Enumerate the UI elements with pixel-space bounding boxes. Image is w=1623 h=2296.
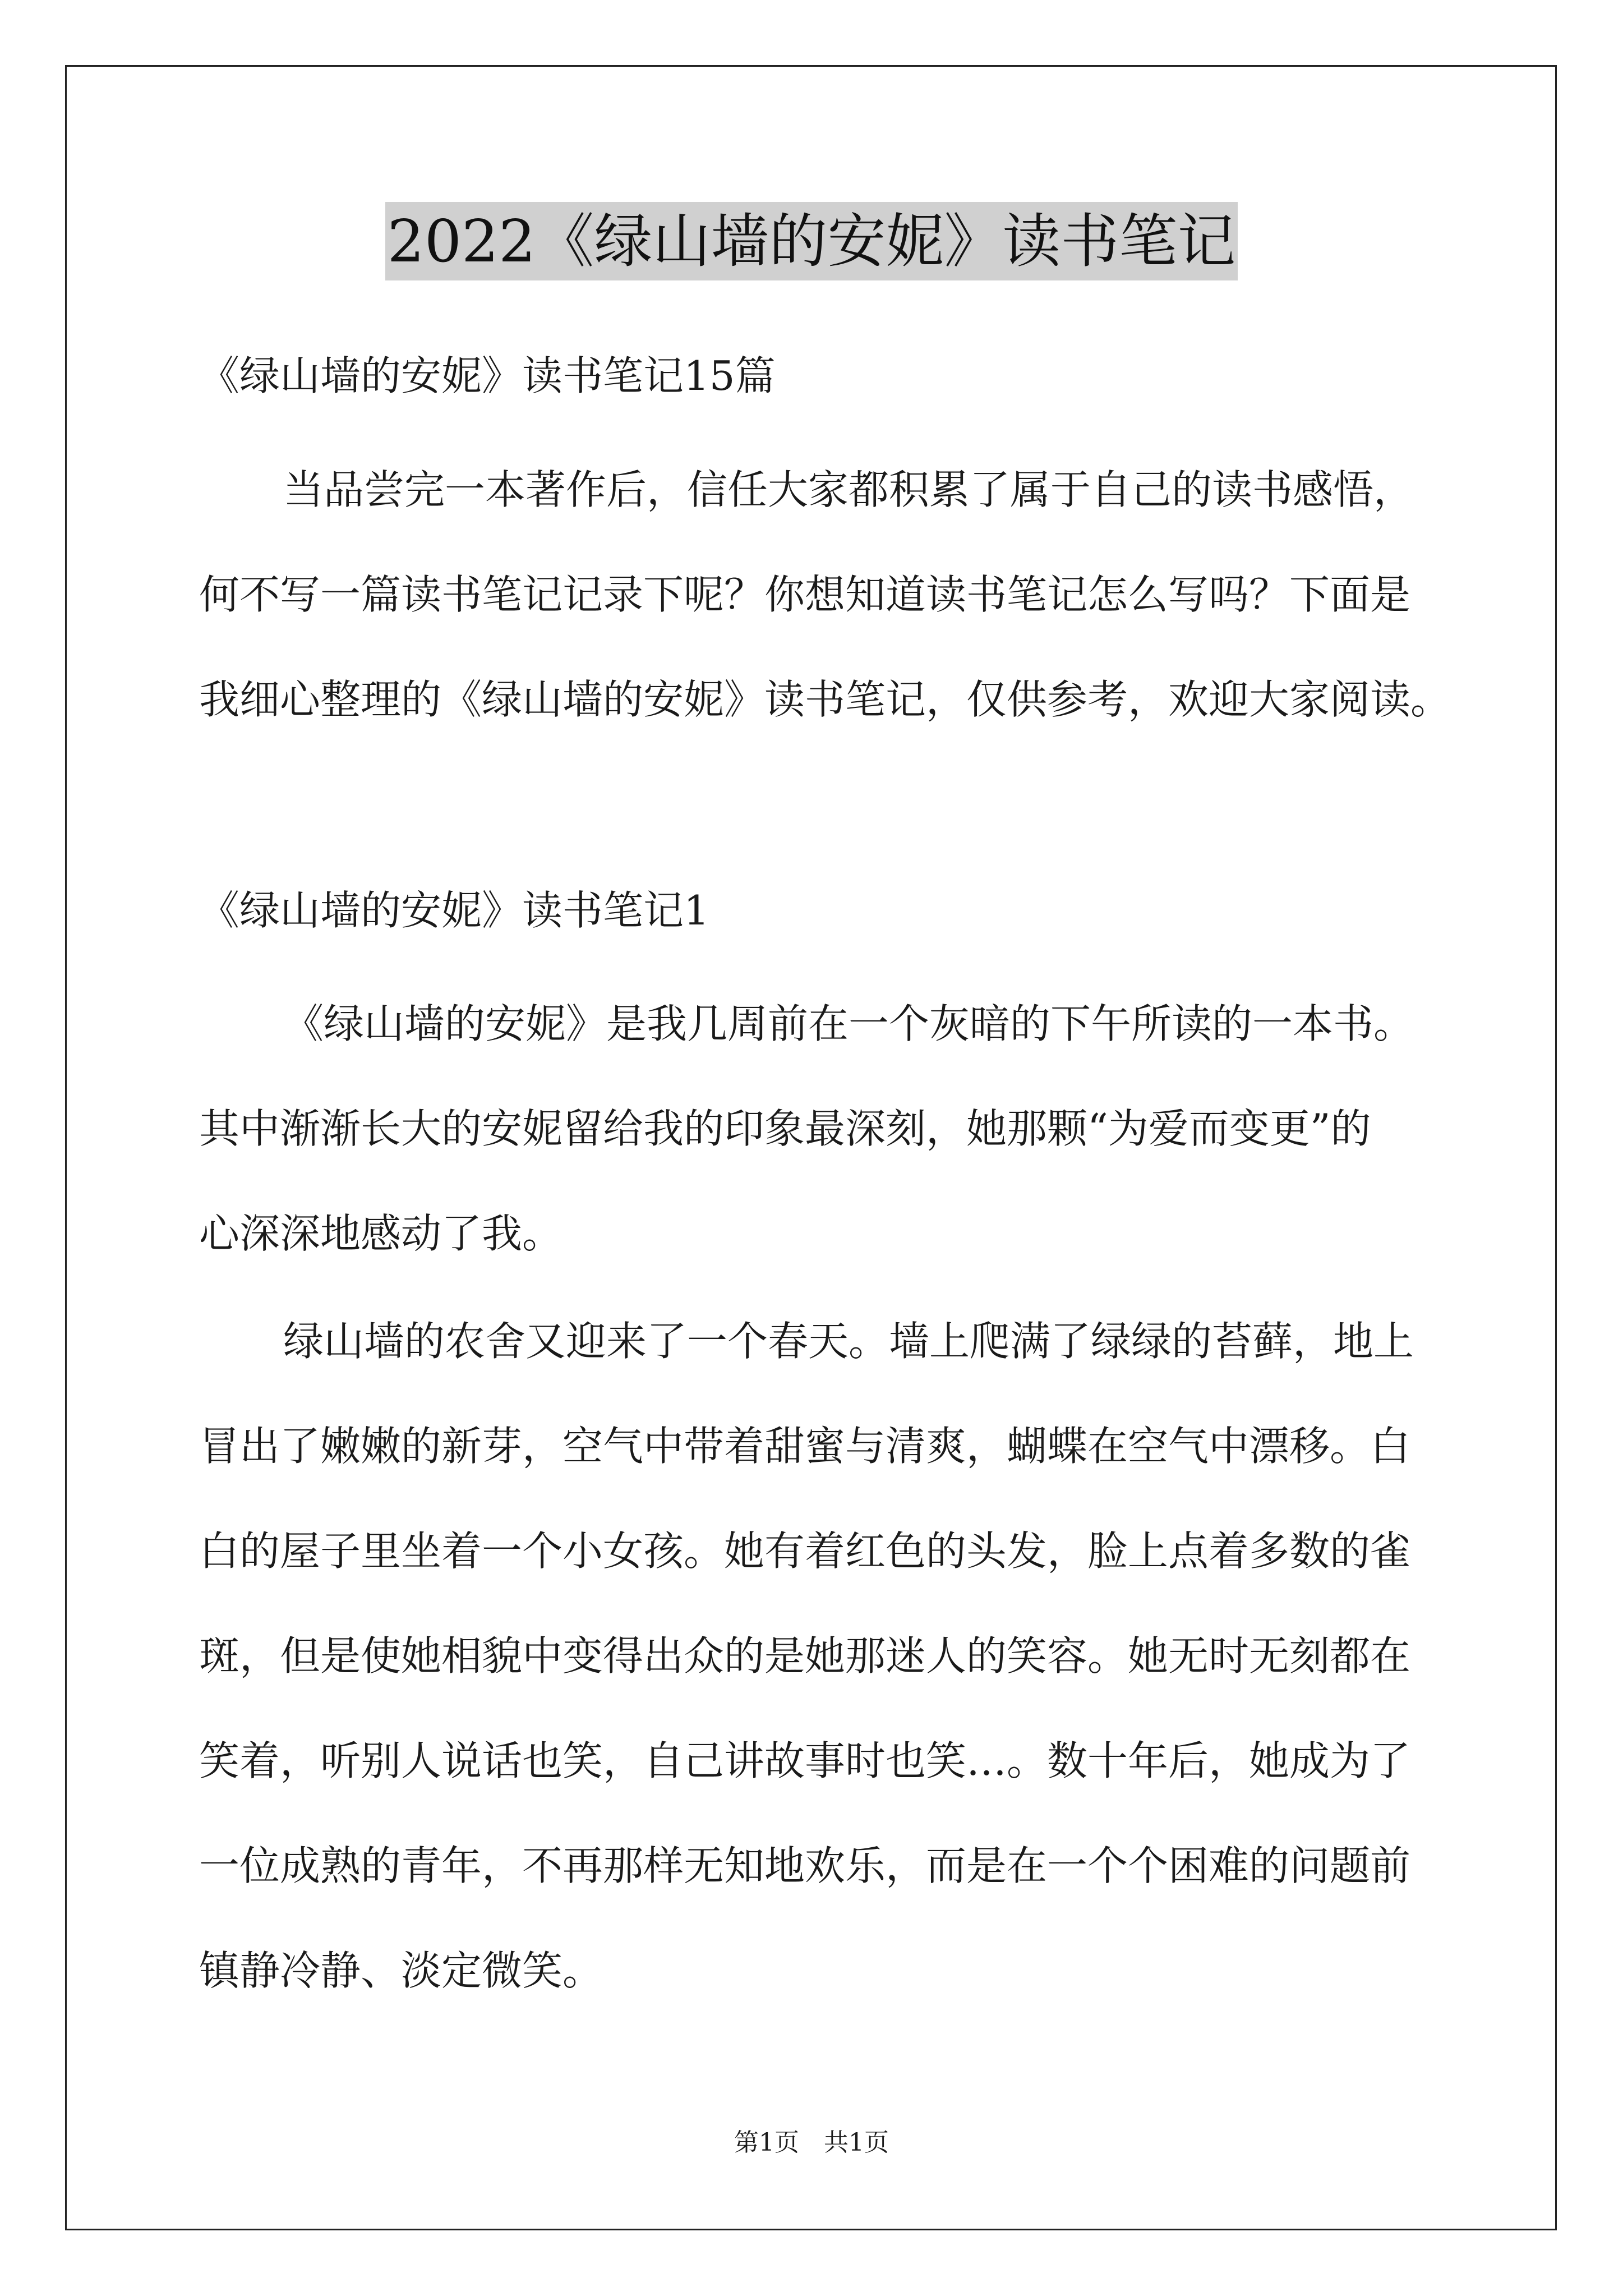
intro-line-1: 当品尝完一本著作后，信任大家都积累了属于自己的读书感悟， xyxy=(283,466,1414,513)
para2-line-6: 一位成熟的青年，不再那样无知地欢乐，而是在一个个困难的问题前 xyxy=(199,1842,1411,1889)
para2-line-5: 笑着，听别人说话也笑，自己讲故事时也笑…。数十年后，她成为了 xyxy=(199,1737,1411,1784)
para1-line-2: 其中渐渐长大的安妮留给我的印象最深刻，她那颗“为爱而变更”的 xyxy=(199,1105,1371,1152)
para2-line-4: 斑，但是使她相貌中变得出众的是她那迷人的笑容。她无时无刻都在 xyxy=(199,1632,1411,1680)
section-heading: 《绿山墙的安妮》读书笔记1 xyxy=(199,887,709,934)
para2-line-3: 白的屋子里坐着一个小女孩。她有着红色的头发，脸上点着多数的雀 xyxy=(199,1527,1411,1575)
document-title: 2022《绿山墙的安妮》读书笔记 xyxy=(385,202,1238,280)
page-footer: 第1页 共1页 xyxy=(734,2128,889,2157)
document-subtitle: 《绿山墙的安妮》读书笔记15篇 xyxy=(199,352,776,399)
title-container xyxy=(0,202,1623,280)
intro-line-2: 何不写一篇读书笔记记录下呢？你想知道读书笔记怎么写吗？下面是 xyxy=(199,571,1411,618)
para1-line-1: 《绿山墙的安妮》是我几周前在一个灰暗的下午所读的一本书。 xyxy=(283,1000,1414,1047)
para2-line-1: 绿山墙的农舍又迎来了一个春天。墙上爬满了绿绿的苔藓，地上 xyxy=(283,1318,1414,1365)
para2-line-2: 冒出了嫩嫩的新芽，空气中带着甜蜜与清爽，蝴蝶在空气中漂移。白 xyxy=(199,1423,1411,1470)
para1-line-3: 心深深地感动了我。 xyxy=(199,1210,563,1257)
intro-line-3: 我细心整理的《绿山墙的安妮》读书笔记，仅供参考，欢迎大家阅读。 xyxy=(199,676,1451,723)
para2-line-7: 镇静冷静、淡定微笑。 xyxy=(199,1947,603,1994)
